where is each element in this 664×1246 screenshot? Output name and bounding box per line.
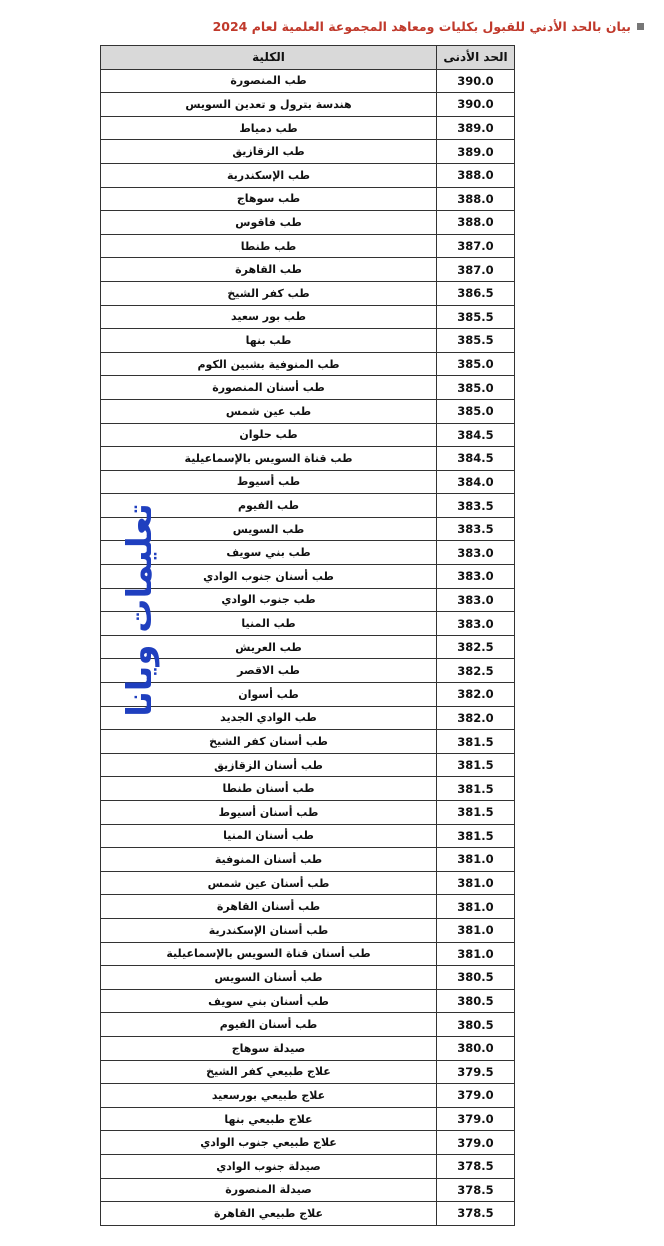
table-row <box>101 918 515 942</box>
min-score-cell: 381.0 <box>437 871 515 895</box>
college-cell: طب أسنان كفر الشيخ <box>101 730 437 754</box>
min-score-cell: 390.0 <box>437 93 515 117</box>
table-row <box>101 329 515 353</box>
min-score-cell: 389.0 <box>437 140 515 164</box>
college-cell: طب أسنان الفيوم <box>101 1013 437 1037</box>
table-row <box>101 683 515 707</box>
table-row <box>101 1131 515 1155</box>
min-score-cell: 382.0 <box>437 706 515 730</box>
college-cell: طب أسنان الإسكندرية <box>101 918 437 942</box>
college-cell: صيدلة المنصورة <box>101 1178 437 1202</box>
college-cell: طب طنطا <box>101 234 437 258</box>
watermark-text: تعليمات ويانا <box>120 503 160 717</box>
document-title-text: بيان بالحد الأدني للقبول بكليات ومعاهد المجموعة العلمية لعام 2024 <box>212 19 631 34</box>
table-row <box>101 989 515 1013</box>
table-row <box>101 753 515 777</box>
table-row <box>101 376 515 400</box>
min-score-cell: 380.5 <box>437 989 515 1013</box>
table-row <box>101 1036 515 1060</box>
min-score-cell: 385.5 <box>437 305 515 329</box>
table-row <box>101 1013 515 1037</box>
min-score-cell: 380.5 <box>437 966 515 990</box>
min-score-cell: 384.0 <box>437 470 515 494</box>
min-score-cell: 380.5 <box>437 1013 515 1037</box>
min-score-cell: 385.0 <box>437 399 515 423</box>
min-score-cell: 384.5 <box>437 423 515 447</box>
table-body <box>101 69 515 1225</box>
table-row <box>101 871 515 895</box>
min-score-cell: 378.5 <box>437 1202 515 1226</box>
min-score-cell: 380.0 <box>437 1036 515 1060</box>
min-score-cell: 385.0 <box>437 352 515 376</box>
college-cell: طب المنصورة <box>101 69 437 93</box>
header-college: الكلية <box>101 46 437 70</box>
min-score-cell: 383.0 <box>437 612 515 636</box>
college-cell: طب المنوفية بشبين الكوم <box>101 352 437 376</box>
table-row <box>101 659 515 683</box>
min-score-cell: 381.0 <box>437 942 515 966</box>
table-row <box>101 305 515 329</box>
min-score-cell: 381.5 <box>437 824 515 848</box>
min-score-cell: 382.0 <box>437 683 515 707</box>
min-score-cell: 390.0 <box>437 69 515 93</box>
table-row <box>101 1084 515 1108</box>
college-cell: طب أسنان المنوفية <box>101 848 437 872</box>
table-row <box>101 470 515 494</box>
college-cell: طب الإسكندرية <box>101 163 437 187</box>
table-row <box>101 116 515 140</box>
table-row <box>101 612 515 636</box>
min-score-cell: 379.5 <box>437 1060 515 1084</box>
table-row <box>101 399 515 423</box>
college-cell: طب دمياط <box>101 116 437 140</box>
min-score-cell: 381.5 <box>437 801 515 825</box>
min-score-cell: 382.5 <box>437 635 515 659</box>
college-cell: طب أسنان جنوب الوادي <box>101 565 437 589</box>
min-score-cell: 379.0 <box>437 1131 515 1155</box>
document-title <box>80 19 644 34</box>
college-cell: علاج طبيعي جنوب الوادي <box>101 1131 437 1155</box>
college-cell: طب الفيوم <box>101 494 437 518</box>
college-cell: طب حلوان <box>101 423 437 447</box>
college-cell: طب أسنان طنطا <box>101 777 437 801</box>
min-score-cell: 384.5 <box>437 447 515 471</box>
min-score-cell: 383.0 <box>437 588 515 612</box>
college-cell: طب قناة السويس بالإسماعيلية <box>101 447 437 471</box>
table-row <box>101 163 515 187</box>
college-cell: طب أسنان الزقازيق <box>101 753 437 777</box>
admission-table-container <box>100 45 514 1226</box>
college-cell: طب أسنان بني سويف <box>101 989 437 1013</box>
table-row <box>101 1154 515 1178</box>
table-row <box>101 423 515 447</box>
table-row <box>101 281 515 305</box>
college-cell: طب أسيوط <box>101 470 437 494</box>
min-score-cell: 378.5 <box>437 1178 515 1202</box>
min-score-cell: 381.0 <box>437 895 515 919</box>
table-row <box>101 541 515 565</box>
college-cell: طب جنوب الوادي <box>101 588 437 612</box>
table-row <box>101 234 515 258</box>
min-score-cell: 379.0 <box>437 1107 515 1131</box>
table-row <box>101 777 515 801</box>
college-cell: طب أسنان قناة السويس بالإسماعيلية <box>101 942 437 966</box>
college-cell: طب بور سعيد <box>101 305 437 329</box>
college-cell: طب سوهاج <box>101 187 437 211</box>
table-row <box>101 635 515 659</box>
min-score-cell: 381.5 <box>437 777 515 801</box>
min-score-cell: 388.0 <box>437 211 515 235</box>
college-cell: صيدلة جنوب الوادي <box>101 1154 437 1178</box>
table-row <box>101 494 515 518</box>
college-cell: علاج طبيعي بورسعيد <box>101 1084 437 1108</box>
min-score-cell: 383.5 <box>437 494 515 518</box>
table-row <box>101 1060 515 1084</box>
table-row <box>101 801 515 825</box>
min-score-cell: 383.0 <box>437 541 515 565</box>
table-row <box>101 69 515 93</box>
table-row <box>101 848 515 872</box>
table-row <box>101 730 515 754</box>
min-score-cell: 381.5 <box>437 753 515 777</box>
min-score-cell: 378.5 <box>437 1154 515 1178</box>
college-cell: علاج طبيعي كفر الشيخ <box>101 1060 437 1084</box>
min-score-cell: 388.0 <box>437 163 515 187</box>
college-cell: طب فاقوس <box>101 211 437 235</box>
table-row <box>101 706 515 730</box>
min-score-cell: 381.0 <box>437 848 515 872</box>
min-score-cell: 385.0 <box>437 376 515 400</box>
min-score-cell: 389.0 <box>437 116 515 140</box>
college-cell: علاج طبيعي القاهرة <box>101 1202 437 1226</box>
min-score-cell: 385.5 <box>437 329 515 353</box>
min-score-cell: 381.5 <box>437 730 515 754</box>
square-bullet-icon <box>637 23 644 30</box>
table-row <box>101 942 515 966</box>
college-cell: طب أسنان المنيا <box>101 824 437 848</box>
table-row <box>101 895 515 919</box>
table-row <box>101 517 515 541</box>
table-row <box>101 258 515 282</box>
college-cell: علاج طبيعي بنها <box>101 1107 437 1131</box>
table-row <box>101 1107 515 1131</box>
table-row <box>101 824 515 848</box>
min-score-cell: 383.5 <box>437 517 515 541</box>
table-row <box>101 211 515 235</box>
table-row <box>101 447 515 471</box>
min-score-cell: 381.0 <box>437 918 515 942</box>
min-score-cell: 388.0 <box>437 187 515 211</box>
table-row <box>101 187 515 211</box>
table-row <box>101 1178 515 1202</box>
min-score-cell: 379.0 <box>437 1084 515 1108</box>
college-cell: طب أسنان عين شمس <box>101 871 437 895</box>
college-cell: طب الوادي الجديد <box>101 706 437 730</box>
min-score-cell: 383.0 <box>437 565 515 589</box>
header-min-score: الحد الأدنى <box>437 46 515 70</box>
college-cell: صيدلة سوهاج <box>101 1036 437 1060</box>
college-cell: طب المنيا <box>101 612 437 636</box>
min-score-cell: 387.0 <box>437 258 515 282</box>
college-cell: طب القاهرة <box>101 258 437 282</box>
table-row <box>101 565 515 589</box>
college-cell: طب أسنان السويس <box>101 966 437 990</box>
college-cell: طب بنها <box>101 329 437 353</box>
college-cell: طب بني سويف <box>101 541 437 565</box>
min-score-cell: 387.0 <box>437 234 515 258</box>
college-cell: طب السويس <box>101 517 437 541</box>
college-cell: طب أسنان القاهرة <box>101 895 437 919</box>
table-row <box>101 1202 515 1226</box>
table-row <box>101 140 515 164</box>
college-cell: طب أسنان المنصورة <box>101 376 437 400</box>
table-row <box>101 352 515 376</box>
table-row <box>101 93 515 117</box>
college-cell: طب أسوان <box>101 683 437 707</box>
min-score-cell: 382.5 <box>437 659 515 683</box>
table-header-row <box>101 46 515 70</box>
college-cell: طب الزقازيق <box>101 140 437 164</box>
table-row <box>101 588 515 612</box>
college-cell: هندسة بترول و تعدين السويس <box>101 93 437 117</box>
college-cell: طب الاقصر <box>101 659 437 683</box>
college-cell: طب العريش <box>101 635 437 659</box>
table-row <box>101 966 515 990</box>
min-score-cell: 386.5 <box>437 281 515 305</box>
college-cell: طب عين شمس <box>101 399 437 423</box>
college-cell: طب أسنان أسيوط <box>101 801 437 825</box>
admission-table <box>100 45 515 1226</box>
college-cell: طب كفر الشيخ <box>101 281 437 305</box>
